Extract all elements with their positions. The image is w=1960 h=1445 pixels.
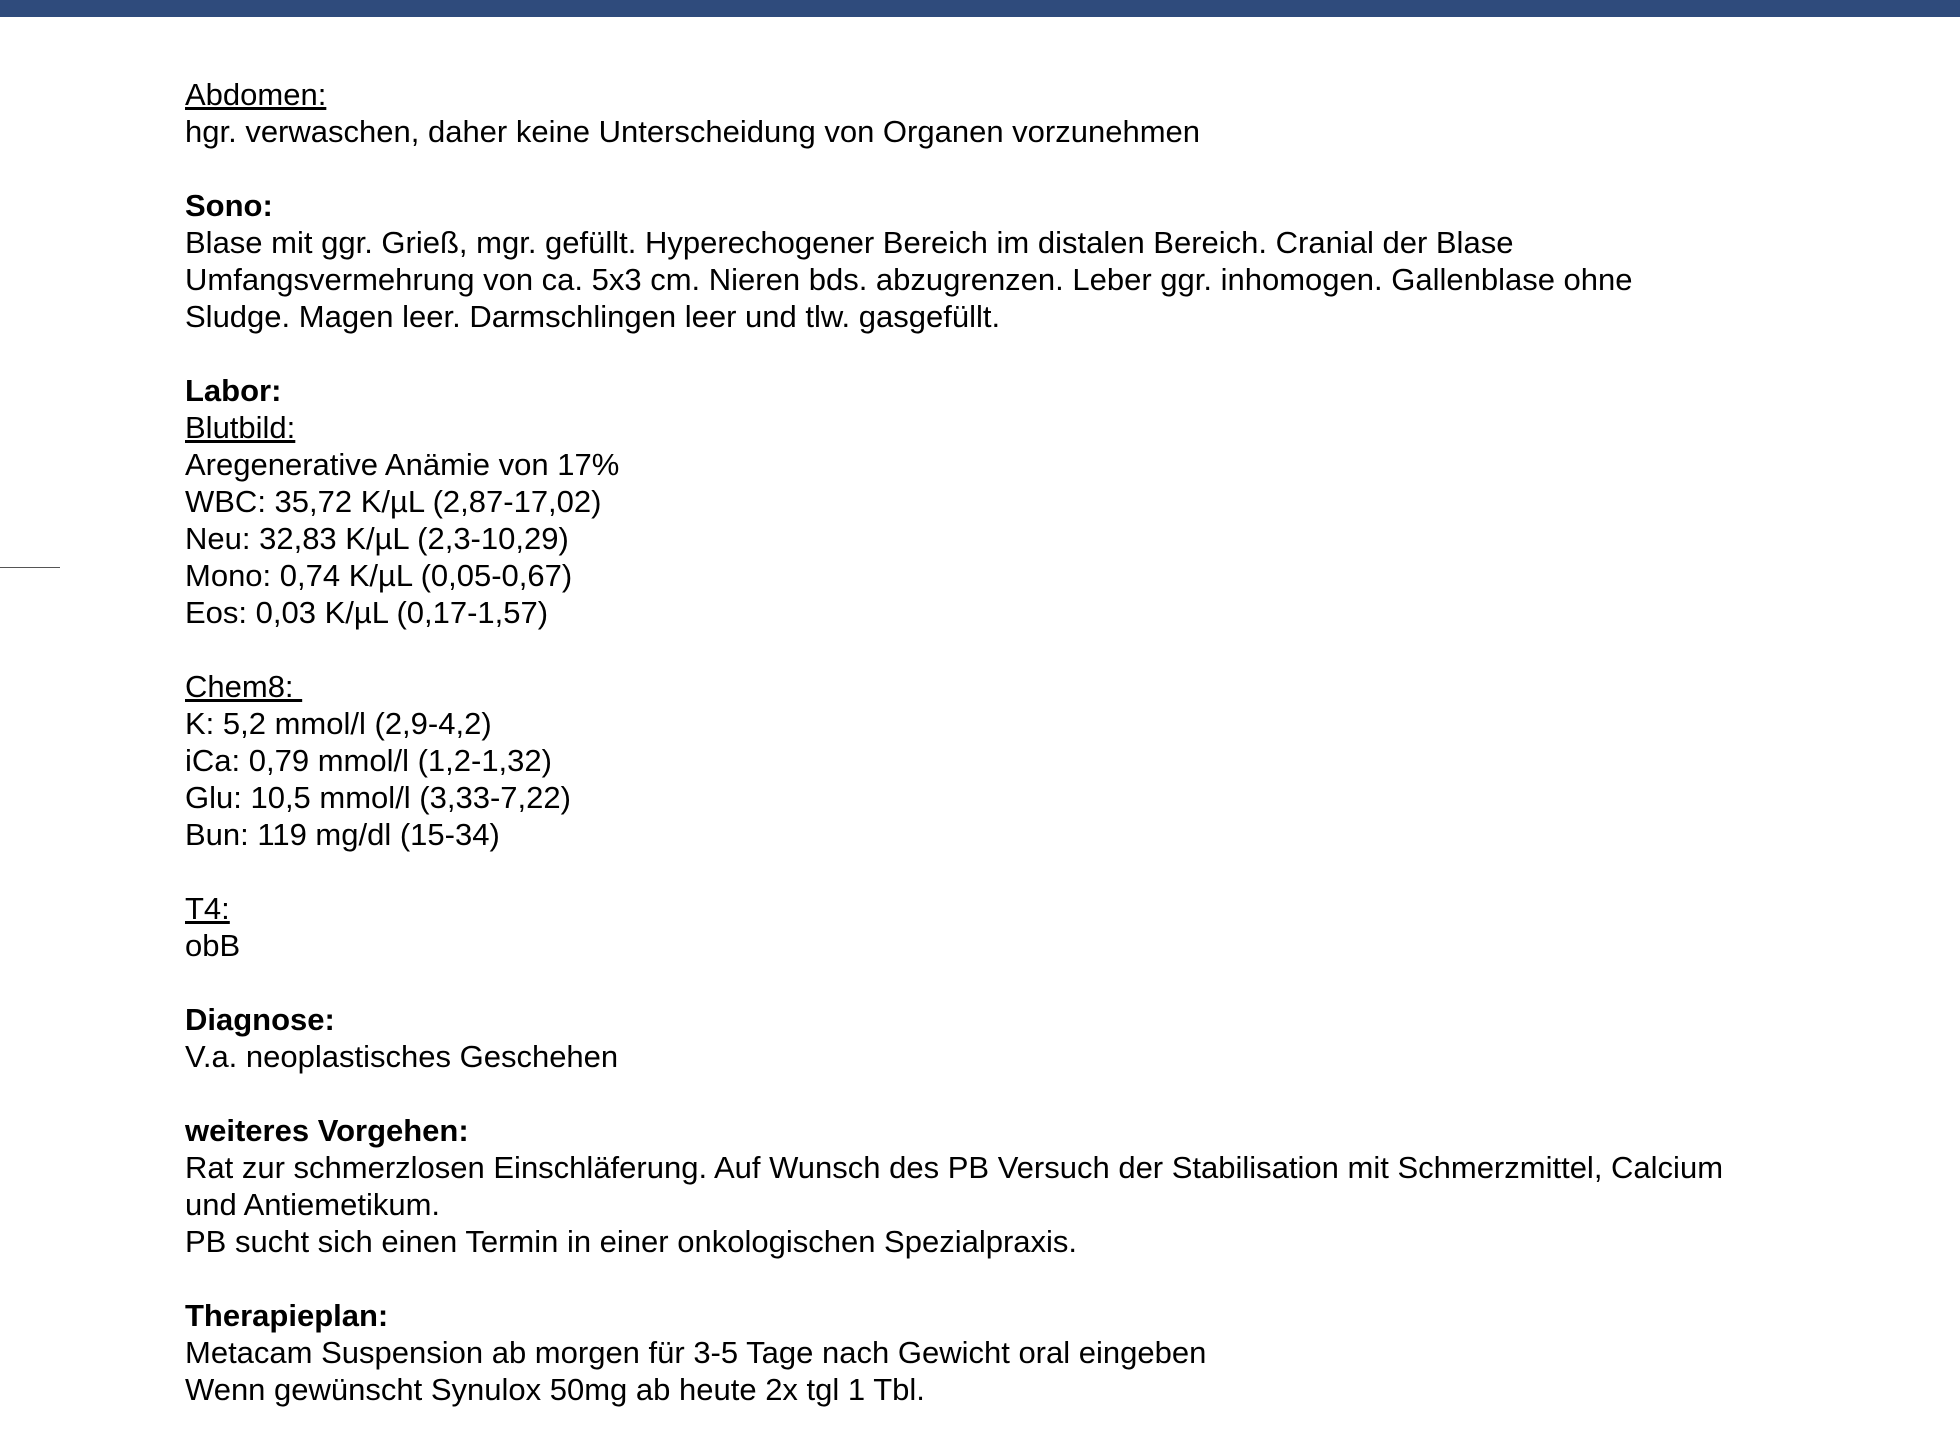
blutbild-line: Mono: 0,74 K/µL (0,05-0,67) [185, 558, 573, 593]
sono-line: Sludge. Magen leer. Darmschlingen leer und tlw. gasgefüllt. [185, 299, 1001, 334]
therapieplan-line: Wenn gewünscht Synulox 50mg ab heute 2x tgl 1 Tbl. [185, 1372, 925, 1407]
chem8-line: Glu: 10,5 mmol/l (3,33-7,22) [185, 780, 571, 815]
spacer [185, 150, 1845, 187]
sono-line: Blase mit ggr. Grieß, mgr. gefüllt. Hyperechogener Bereich im distalen Bereich. Cranial der Blase [185, 225, 1514, 260]
sono-heading: Sono: [185, 188, 273, 223]
blutbild-line: WBC: 35,72 K/µL (2,87-17,02) [185, 484, 602, 519]
therapieplan-line: Metacam Suspension ab morgen für 3-5 Tage nach Gewicht oral eingeben [185, 1335, 1207, 1370]
t4-heading: T4: [185, 891, 230, 926]
blutbild-heading: Blutbild: [185, 410, 296, 445]
diagnose-text: V.a. neoplastisches Geschehen [185, 1039, 619, 1074]
vorgehen-line: und Antiemetikum. [185, 1187, 441, 1222]
blutbild-line: Eos: 0,03 K/µL (0,17-1,57) [185, 595, 549, 630]
sono-line: Umfangsvermehrung von ca. 5x3 cm. Nieren bds. abzugrenzen. Leber ggr. inhomogen. Gallenblase ohne [185, 262, 1633, 297]
chem8-line: iCa: 0,79 mmol/l (1,2-1,32) [185, 743, 552, 778]
t4-text: obB [185, 928, 241, 963]
spacer [185, 335, 1845, 372]
spacer [185, 853, 1845, 890]
vorgehen-heading: weiteres Vorgehen: [185, 1113, 469, 1148]
abdomen-text: hgr. verwaschen, daher keine Unterscheidung von Organen vorzunehmen [185, 114, 1201, 149]
abdomen-heading: Abdomen: [185, 77, 327, 112]
diagnose-heading: Diagnose: [185, 1002, 335, 1037]
top-toolbar-bar [0, 0, 1960, 17]
vorgehen-line: PB sucht sich einen Termin in einer onkologischen Spezialpraxis. [185, 1224, 1078, 1259]
blutbild-line: Aregenerative Anämie von 17% [185, 447, 620, 482]
spacer [185, 631, 1845, 668]
labor-heading: Labor: [185, 373, 282, 408]
margin-marker [0, 567, 60, 568]
therapieplan-heading: Therapieplan: [185, 1298, 389, 1333]
spacer [185, 1075, 1845, 1112]
chem8-line: Bun: 119 mg/dl (15-34) [185, 817, 500, 852]
blutbild-line: Neu: 32,83 K/µL (2,3-10,29) [185, 521, 569, 556]
vorgehen-line: Rat zur schmerzlosen Einschläferung. Auf Wunsch des PB Versuch der Stabilisation mit Schmerzmittel, Calcium [185, 1150, 1724, 1185]
spacer [185, 964, 1845, 1001]
document-body [185, 76, 1845, 1408]
chem8-heading: Chem8: [185, 669, 303, 704]
chem8-line: K: 5,2 mmol/l (2,9-4,2) [185, 706, 492, 741]
spacer [185, 1260, 1845, 1297]
